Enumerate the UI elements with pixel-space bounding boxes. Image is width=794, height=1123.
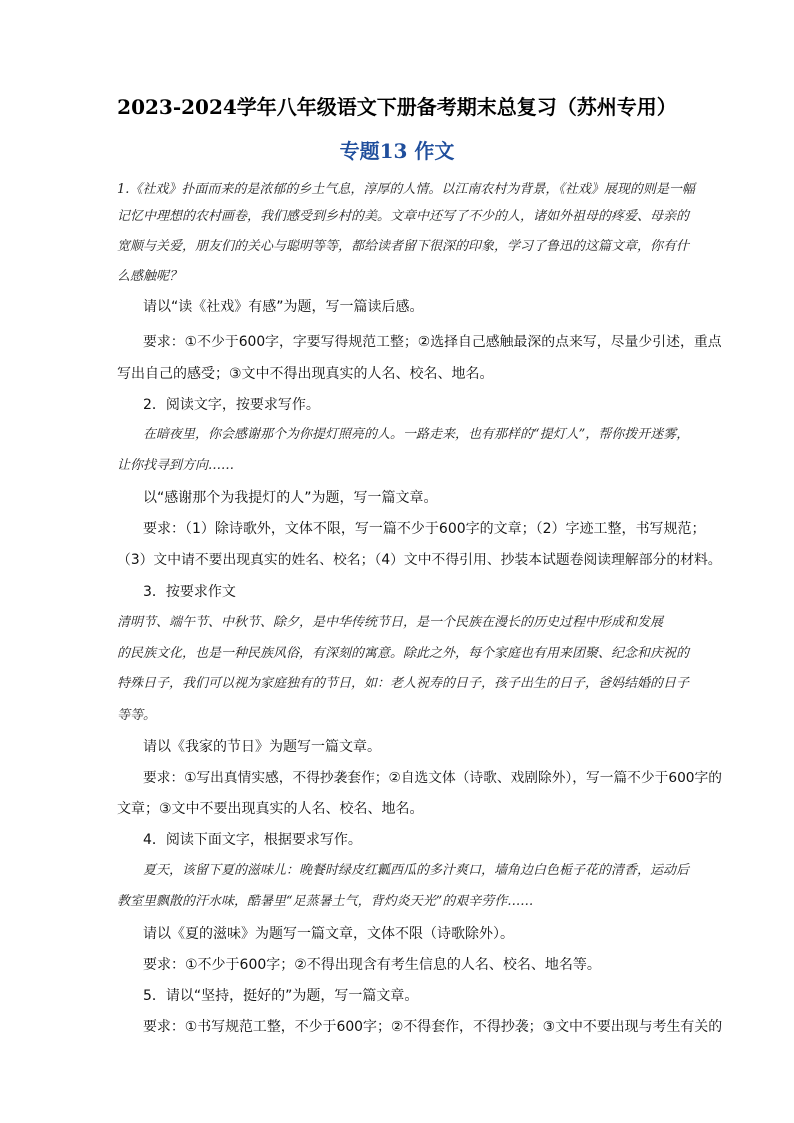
- q3-material-line: 的民族文化，也是一种民族风俗，有深刻的寓意。除此之外，每个家庭也有用来团聚、纪念和庆祝的: [117, 646, 690, 661]
- q1-requirements-cont: 写出自己的感受；③文中不得出现真实的人名、校名、地名。: [117, 366, 494, 382]
- q3-material-line: 等等。: [117, 708, 157, 723]
- q4-heading: 4．阅读下面文字，根据要求写作。: [143, 832, 362, 848]
- q2-requirements-cont: （3）文中请不要出现真实的姓名、校名；（4）文中不得引用、抄装本试题卷阅读理解部分的材料。: [117, 552, 722, 568]
- document-title: 2023-2024学年八年级语文下册备考期末总复习（苏州专用）: [117, 95, 677, 119]
- topic-subtitle: 专题13 作文: [339, 139, 455, 163]
- q2-material-line: 让你找寻到方向……: [117, 458, 235, 473]
- q5-heading: 5．请以“坚持，挺好的”为题，写一篇文章。: [143, 988, 419, 1004]
- q3-material-line: 特殊日子，我们可以视为家庭独有的节日，如：老人祝寿的日子，孩子出生的日子，爸妈结婚的日子: [117, 676, 690, 691]
- q2-prompt: 以“感谢那个为我提灯的人”为题，写一篇文章。: [143, 490, 438, 506]
- q4-prompt: 请以《夏的滋味》为题写一篇文章，文体不限（诗歌除外）。: [143, 926, 514, 942]
- q1-prompt: 请以“读《社戏》有感”为题，写一篇读后感。: [143, 299, 424, 315]
- q3-prompt: 请以《我家的节日》为题写一篇文章。: [143, 739, 381, 755]
- q3-material-line: 清明节、端午节、中秋节、除夕，是中华传统节日，是一个民族在漫长的历史过程中形成和发展: [117, 615, 664, 630]
- q1-material-line: 记忆中理想的农村画卷，我们感受到乡村的美。文章中还写了不少的人，诸如外祖母的疼爱、母亲的: [117, 209, 690, 224]
- q2-material-line: 在暗夜里，你会感谢那个为你提灯照亮的人。一路走来，也有那样的“提灯人”，帮你拨开迷雾，: [143, 427, 690, 442]
- q4-material-line: 教室里飘散的汗水味，酷暑里“足蒸暑土气，背灼炎天光”的艰辛劳作……: [117, 894, 534, 909]
- q1-material-line: 宽顺与关爱，朋友们的关心与聪明等等，都给读者留下很深的印象，学习了鲁迅的这篇文章，你有什: [117, 239, 690, 254]
- q4-requirements: 要求：①不少于600字；②不得出现含有考生信息的人名、校名、地名等。: [143, 957, 601, 973]
- q2-heading: 2．阅读文字，按要求写作。: [143, 397, 320, 413]
- q3-requirements: 要求：①写出真情实感，不得抄袭套作；②自选文体（诗歌、戏剧除外），写一篇不少于600字的: [143, 770, 722, 786]
- q1-material-line: 1.《社戏》扑面而来的是浓郁的乡土气息，淳厚的人情。以江南农村为背景，《社戏》展现的则是一幅: [117, 182, 695, 197]
- q2-requirements: 要求：（1）除诗歌外，文体不限，写一篇不少于600字的文章；（2）字迹工整，书写规范；: [143, 521, 706, 537]
- q1-requirements: 要求：①不少于600字，字要写得规范工整；②选择自己感触最深的点来写，尽量少引述，重点: [143, 334, 722, 350]
- q3-requirements-cont: 文章；③文中不要出现真实的人名、校名、地名。: [117, 801, 424, 817]
- q1-material-line: 么感触呢？: [117, 269, 183, 284]
- q5-requirements: 要求：①书写规范工整，不少于600字；②不得套作，不得抄袭；③文中不要出现与考生有关的: [143, 1019, 723, 1035]
- q3-heading: 3．按要求作文: [143, 584, 236, 600]
- q4-material-line: 夏天，该留下夏的滋味儿：晚餐时绿皮红瓤西瓜的多汁爽口，墙角边白色栀子花的清香，运动后: [143, 863, 690, 878]
